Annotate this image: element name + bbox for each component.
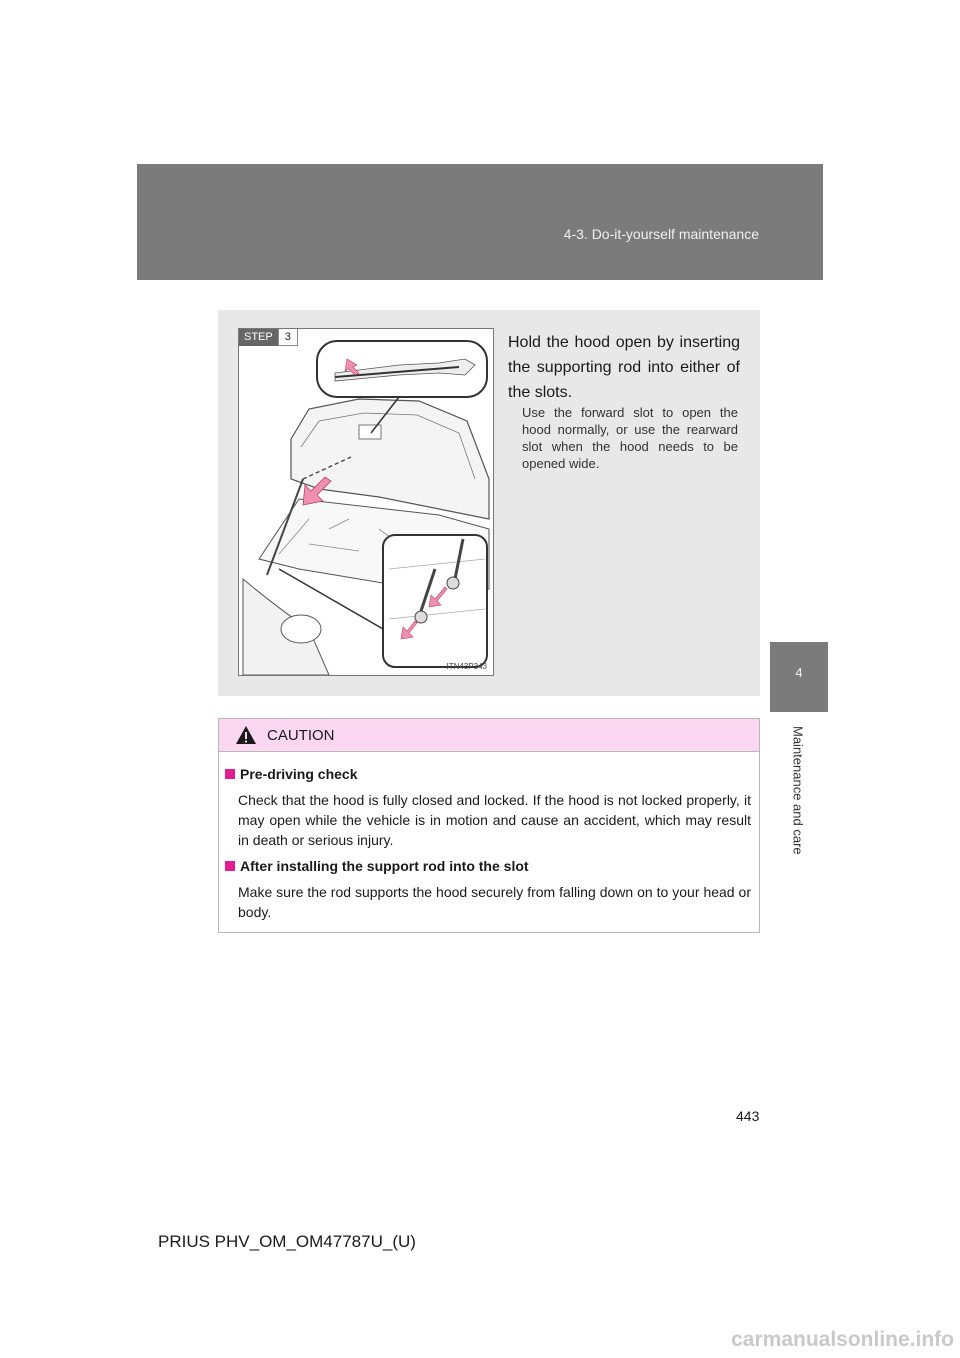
square-bullet-icon bbox=[225, 769, 235, 779]
header-band bbox=[137, 164, 823, 280]
step-description: Use the forward slot to open the hood normally, or use the rearward slot when the hood needs to be opened wide. bbox=[522, 405, 738, 471]
square-bullet-icon bbox=[225, 861, 235, 871]
caution-title: CAUTION bbox=[267, 726, 335, 744]
watermark: carmanualsonline.info bbox=[731, 1328, 954, 1351]
caution-item-title-text: Pre-driving check bbox=[240, 766, 358, 782]
step-badge-word: STEP bbox=[239, 329, 278, 346]
caution-item-text: Check that the hood is fully closed and locked. If the hood is not locked properly, it may open while the vehicle is in motion and cause an accident, which may result in death or serious injury. bbox=[238, 792, 751, 848]
step-title: Hold the hood open by inserting the supporting rod into either of the slots. bbox=[508, 334, 740, 401]
caution-box bbox=[218, 718, 760, 933]
step-panel bbox=[218, 310, 760, 696]
caution-item-title bbox=[225, 766, 751, 782]
warning-icon bbox=[235, 725, 257, 745]
page-number: 443 bbox=[736, 1108, 760, 1124]
caution-item-title-text: After installing the support rod into the slot bbox=[240, 858, 529, 874]
caution-body bbox=[219, 752, 759, 922]
car-hood-illustration bbox=[239, 329, 494, 676]
caution-item-text: Make sure the rod supports the hood securely from falling down on to your head or body. bbox=[238, 884, 751, 920]
hood-support-figure bbox=[238, 328, 494, 676]
section-title: 4-3. Do-it-yourself maintenance bbox=[563, 226, 759, 242]
figure-code: ITN43P343 bbox=[446, 662, 487, 671]
caution-item-title bbox=[225, 858, 751, 874]
document-code: PRIUS PHV_OM_OM47787U_(U) bbox=[158, 1232, 416, 1251]
caution-header bbox=[219, 719, 759, 752]
chapter-tab-label: Maintenance and care bbox=[790, 725, 806, 855]
chapter-tab-number[interactable]: 4 bbox=[770, 642, 828, 712]
step-badge-number: 3 bbox=[278, 329, 298, 346]
